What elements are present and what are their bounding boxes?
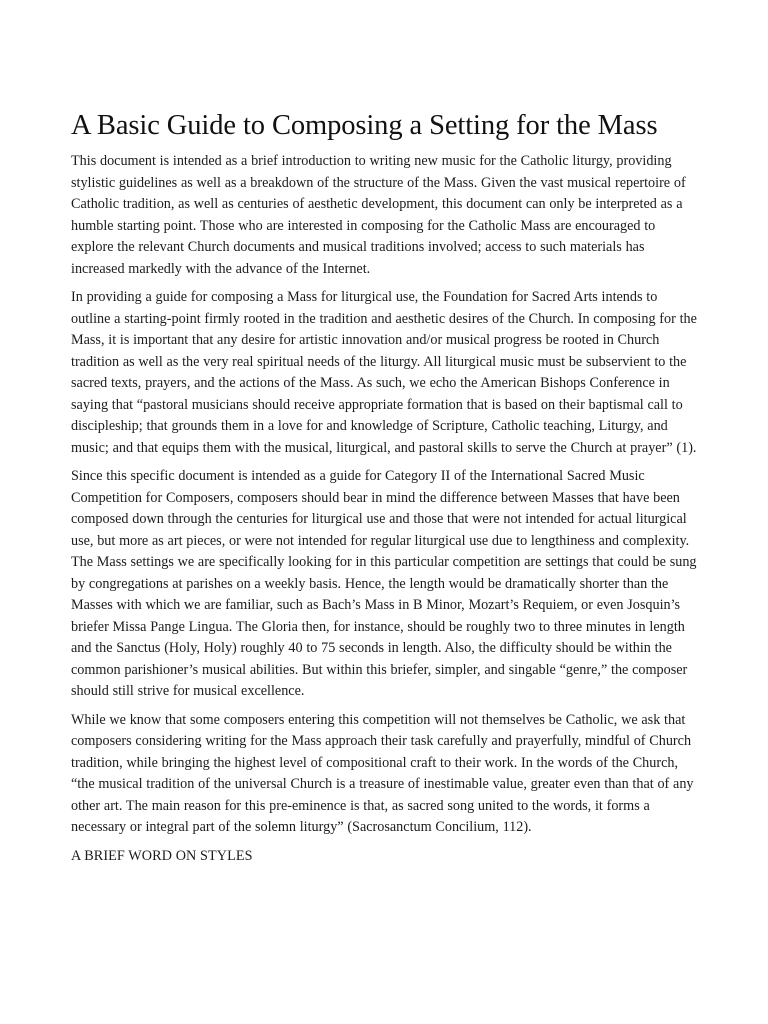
paragraph-competition-category: Since this specific document is intended as a guide for Category II of the International Sacred Music Competition for Composers, composers should bear in mind the difference between Masses that have been composed down through the centuries for liturgical use and those that were not intended for actual liturgical use, but more as art pieces, or were not intended for regular liturgical use due to lengthiness and complexity. The Mass settings we are specifically looking for in this particular competition are settings that could be sung by congregations at parishes on a weekly basis. Hence, the length would be dramatically shorter than the Masses with which we are familiar, such as Bach’s Mass in B Minor, Mozart’s Requiem, or even Josquin’s briefer Missa Pange Lingua. The Gloria then, for instance, should be roughly two to three minutes in length and the Sanctus (Holy, Holy) roughly 40 to 75 seconds in length. Also, the difficulty should be within the common parishioner’s musical abilities. But within this briefer, simpler, and singable “genre,” the composer should still strive for musical excellence. [71, 468, 697, 699]
document-page [71, 108, 699, 867]
paragraph-guide-purpose: In providing a guide for composing a Mass for liturgical use, the Foundation for Sacred Arts intends to outline a starting-point firmly rooted in the tradition and aesthetic desires of the Church. In composing for the Mass, it is important that any desire for artistic innovation and/or musical progress be rooted in Church tradition as well as the very real spiritual needs of the liturgy. All liturgical music must be subservient to the sacred texts, prayers, and the actions of the Mass. As such, we echo the American Bishops Conference in saying that “pastoral musicians should receive appropriate formation that is based on their baptismal call to discipleship; that grounds them in a love for and knowledge of Scripture, Catholic teaching, Liturgy, and music; and that equips them with the musical, liturgical, and pastoral skills to serve the Church at prayer” (1). [71, 289, 697, 456]
section-heading-styles: A BRIEF WORD ON STYLES [71, 847, 253, 864]
document-title: A Basic Guide to Composing a Setting for the Mass [71, 110, 658, 141]
paragraph-introduction: This document is intended as a brief introduction to writing new music for the Catholic liturgy, providing stylistic guidelines as well as a breakdown of the structure of the Mass. Given the vast musical repertoire of Catholic tradition, as well as centuries of aesthetic development, this document can only be interpreted as a humble starting point. Those who are interested in composing for the Catholic Mass are encouraged to explore the relevant Church documents and musical traditions involved; access to such materials has increased markedly with the advance of the Internet. [71, 153, 686, 277]
paragraph-composers-note: While we know that some composers entering this competition will not themselves be Catholic, we ask that composers considering writing for the Mass approach their task carefully and prayerfully, mindful of Church tradition, while bringing the highest level of compositional craft to their work. In the words of the Church, “the musical tradition of the universal Church is a treasure of inestimable value, greater even than that of any other art. The main reason for this pre-eminence is that, as sacred song united to the words, it forms a necessary or integral part of the solemn liturgy” (Sacrosanctum Concilium, 112). [71, 711, 694, 835]
